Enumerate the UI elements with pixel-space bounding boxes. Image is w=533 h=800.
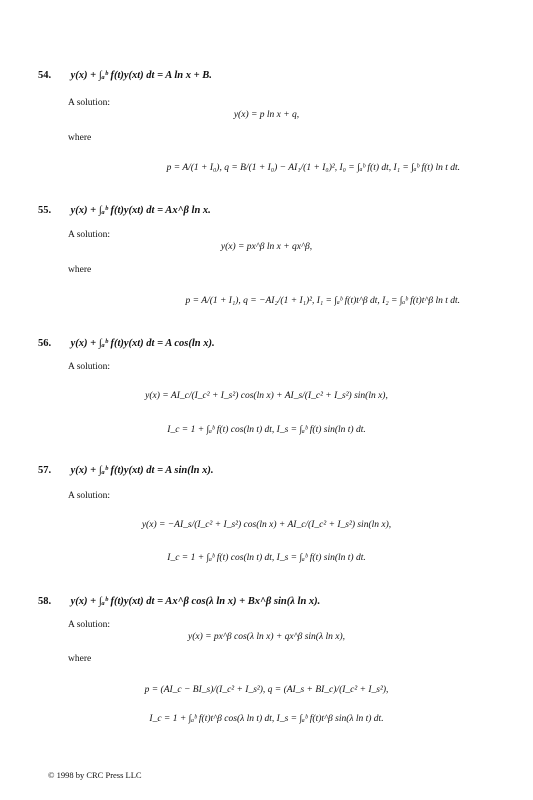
coefficient-formula-integrals: I_c = 1 + ∫ₐᵇ f(t)t^β cos(λ ln t) dt, I_s = ∫ₐᵇ f(t)t^β sin(λ ln t) dt. [149, 714, 384, 724]
coefficient-formula: p = A/(1 + I₀), q = B/(1 + I₀) − AI₁/(1 + I₀)², I₀ = ∫ₐᵇ f(t) dt, I₁ = ∫ₐᵇ f(t) ln t dt. [166, 163, 460, 173]
problem-56-heading [38, 338, 215, 349]
problem-equation: y(x) + ∫ₐᵇ f(t)y(xt) dt = Ax^β cos(λ ln x) + Bx^β sin(λ ln x). [70, 596, 321, 607]
where-label: where [68, 133, 92, 143]
problem-number: 56. [38, 338, 52, 349]
copyright-footer: © 1998 by CRC Press LLC [48, 770, 142, 780]
problem-55-heading [38, 205, 211, 216]
problem-equation: y(x) + ∫ₐᵇ f(t)y(xt) dt = A cos(ln x). [70, 338, 215, 349]
solution-label: A solution: [68, 230, 110, 240]
coefficient-formula: I_c = 1 + ∫ₐᵇ f(t) cos(ln t) dt, I_s = ∫ₐᵇ f(t) sin(ln t) dt. [167, 425, 366, 435]
solution-label: A solution: [68, 362, 110, 372]
where-label: where [68, 654, 92, 664]
problem-number: 55. [38, 205, 52, 216]
coefficient-formula: p = A/(1 + I₁), q = −AI₂/(1 + I₁)², I₁ = ∫ₐᵇ f(t)t^β dt, I₂ = ∫ₐᵇ f(t)t^β ln t dt. [185, 296, 460, 306]
problem-number: 58. [38, 596, 52, 607]
problem-58-heading [38, 596, 320, 607]
problem-54-heading [38, 70, 212, 81]
problem-equation: y(x) + ∫ₐᵇ f(t)y(xt) dt = A sin(ln x). [70, 465, 214, 476]
solution-formula: y(x) = AI_c/(I_c² + I_s²) cos(ln x) + AI_s/(I_c² + I_s²) sin(ln x), [145, 391, 388, 401]
problem-number: 54. [38, 70, 52, 81]
coefficient-formula: p = (AI_c − BI_s)/(I_c² + I_s²), q = (AI_s + BI_c)/(I_c² + I_s²), [144, 685, 389, 695]
coefficient-formula: I_c = 1 + ∫ₐᵇ f(t) cos(ln t) dt, I_s = ∫ₐᵇ f(t) sin(ln t) dt. [167, 553, 366, 563]
solution-formula: y(x) = p ln x + q, [233, 110, 300, 120]
problem-number: 57. [38, 465, 52, 476]
solution-formula: y(x) = px^β ln x + qx^β, [220, 242, 313, 252]
solution-label: A solution: [68, 98, 110, 108]
problem-equation: y(x) + ∫ₐᵇ f(t)y(xt) dt = Ax^β ln x. [70, 205, 211, 216]
solution-label: A solution: [68, 620, 110, 630]
solution-label: A solution: [68, 491, 110, 501]
problem-equation: y(x) + ∫ₐᵇ f(t)y(xt) dt = A ln x + B. [70, 70, 212, 81]
solution-formula: y(x) = px^β cos(λ ln x) + qx^β sin(λ ln x), [188, 632, 345, 642]
solution-formula: y(x) = −AI_s/(I_c² + I_s²) cos(ln x) + AI_c/(I_c² + I_s²) sin(ln x), [141, 520, 392, 530]
problem-57-heading [38, 465, 213, 476]
where-label: where [68, 265, 92, 275]
